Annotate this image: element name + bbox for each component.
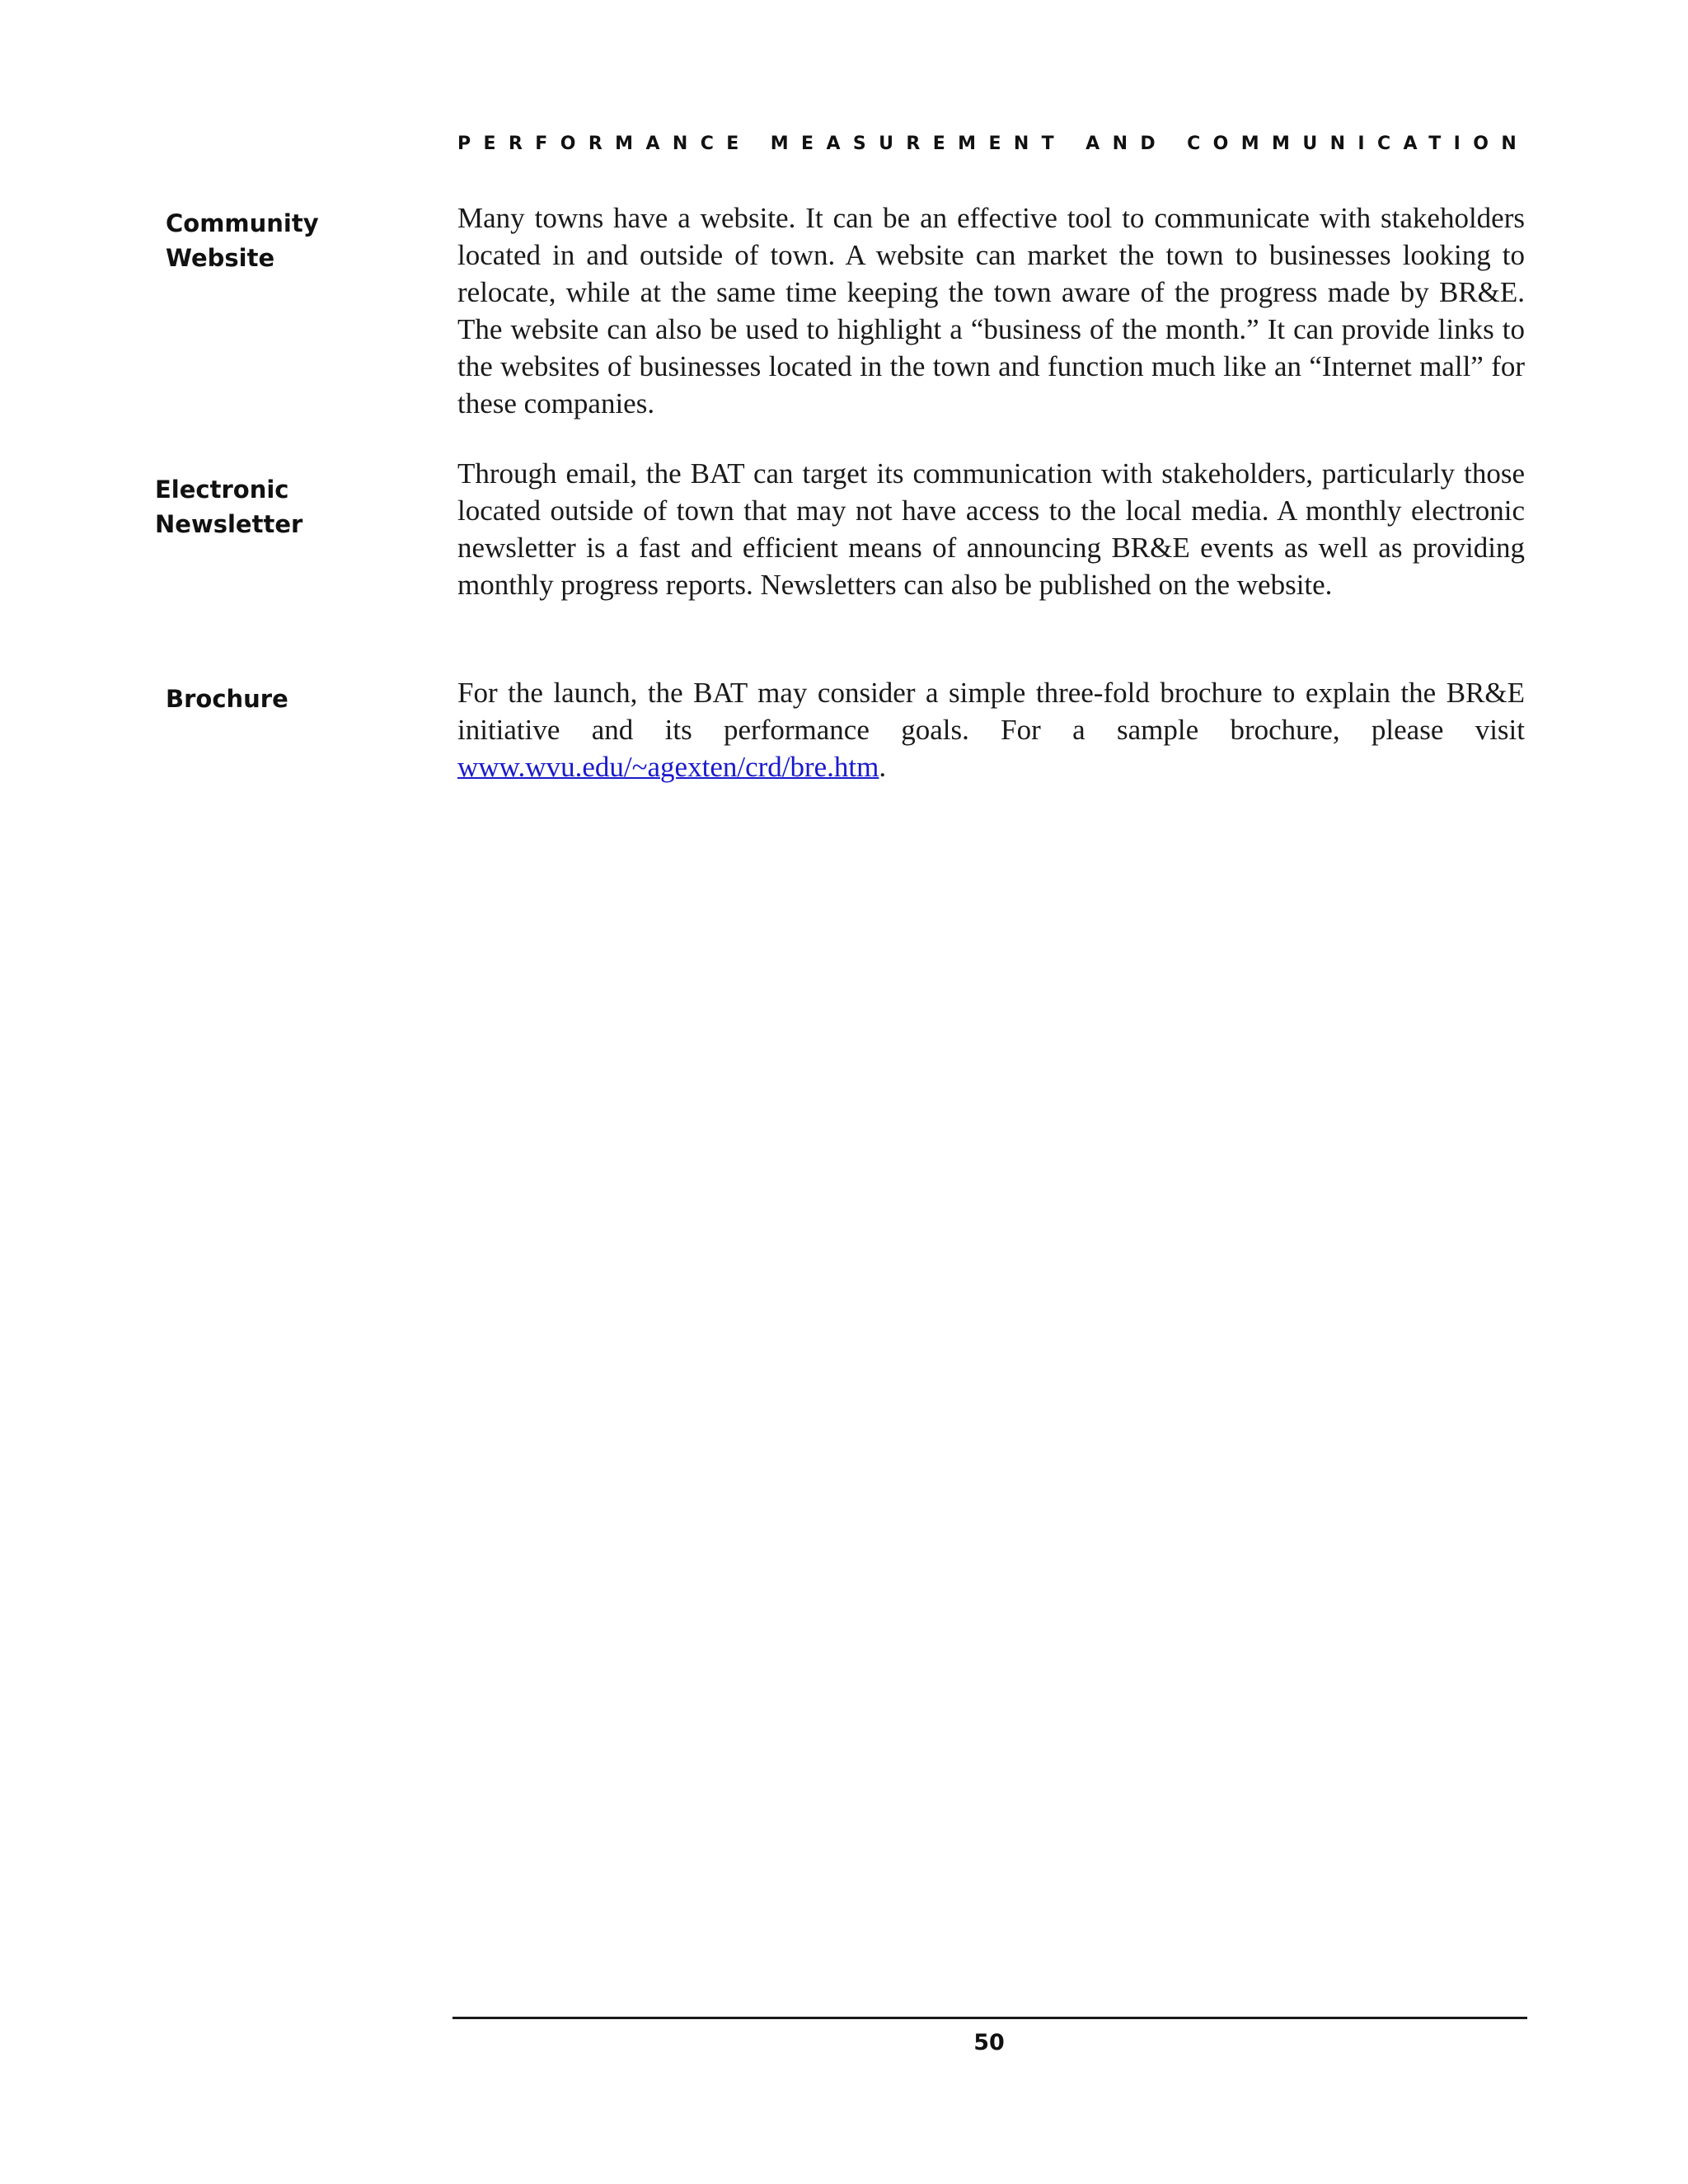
section-label-line: Electronic <box>155 476 289 504</box>
running-header: PERFORMANCE MEASUREMENT AND COMMUNICATION <box>457 134 1530 154</box>
section-label-line: Brochure <box>166 685 288 713</box>
section-label-electronic-newsletter <box>155 472 302 541</box>
paragraph-text: For the launch, the BAT may consider a simple three-fold brochure to explain the BR&E initiative and its performance goals. For a sample brochure, please visit <box>457 677 1525 746</box>
section-label-community-website <box>166 206 319 275</box>
section-label-line: Newsletter <box>155 510 303 538</box>
paragraph-electronic-newsletter: Through email, the BAT can target its communication with stakeholders, particularly those located outside of town that may not have access to the local media. A monthly electronic newsletter is a fast and efficient means of announcing BR&E events as well as providing monthly progress reports. Newsletters can also be published on the website. <box>457 457 1525 601</box>
section-label-brochure <box>166 682 288 716</box>
brochure-link[interactable]: www.wvu.edu/~agexten/crd/bre.htm <box>457 751 879 783</box>
section-label-line: Website <box>166 244 275 272</box>
footer-rule <box>452 2017 1527 2019</box>
paragraph-text-end: . <box>879 751 887 783</box>
page-number: 50 <box>973 2030 1005 2055</box>
section-label-line: Community <box>166 209 319 237</box>
paragraph-brochure <box>457 674 1525 785</box>
paragraph-community-website: Many towns have a website. It can be an effective tool to communicate with stakeholders located in and outside of town. A website can market the town to businesses looking to relocate, while at the same time keeping the town aware of the progress made by BR&E. The website can also be used to highlight a “business of the month.” It can provide links to the websites of businesses located in the town and function much like an “Internet mall” for these companies. <box>457 202 1525 419</box>
